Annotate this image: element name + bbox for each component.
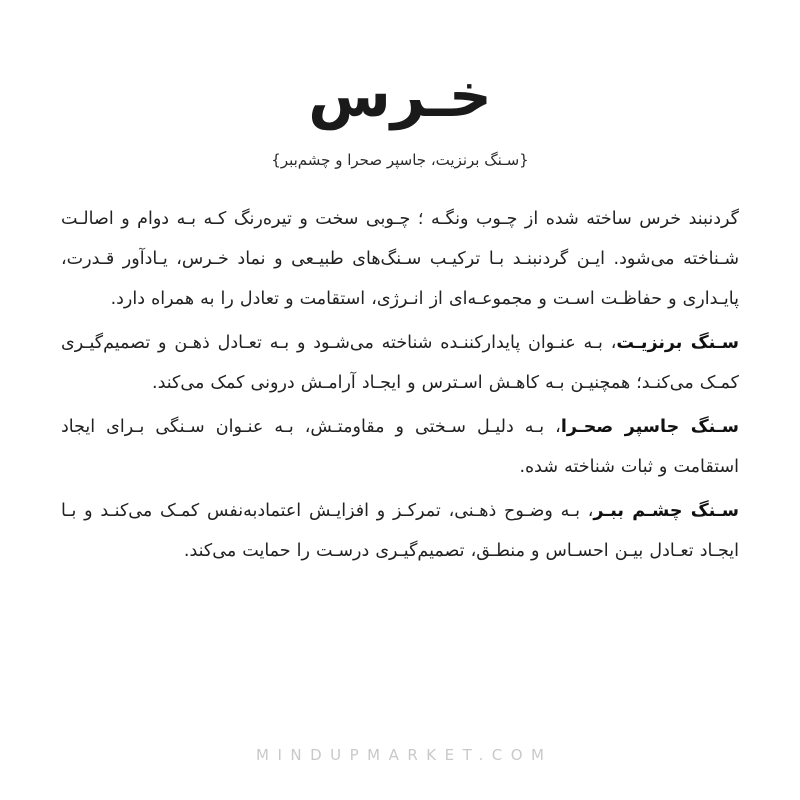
paragraph-tiger-eye-text: ، بـه وضـوح ذهـنی، تمرکـز و افزایـش اعتمادبه‌نفس کمـک می‌کنـد و بـا ایجـاد تعـادل بیـن احسـاس و منطـق، تصمیم‌گیـری درسـت را حمایت می‌کند. — [61, 501, 739, 561]
site-watermark: MINDUPMARKET.COM — [256, 746, 553, 764]
paragraph-tiger-eye-lead: سـنگ چشـم ببـر — [593, 501, 739, 521]
page-subtitle: {سـنگ برنزیت، جاسپر صحرا و چشم‌ببر} — [271, 151, 529, 169]
page-title: خـرس — [308, 61, 492, 131]
paragraph-tiger-eye — [61, 491, 739, 571]
paragraph-desert-jasper-lead: سـنگ جاسپر صحـرا — [560, 417, 739, 437]
paragraph-bronzite-text: ، بـه عنـوان پایدارکننـده شناخته می‌شـود و بـه تعـادل ذهـن و تصمیم‌گیـری کمـک می‌کنـد؛ همچنیـن بـه کاهـش اسـترس و ایجـاد آرامـش درونی کمک می‌کند. — [61, 333, 739, 393]
paragraph-bronzite — [61, 323, 739, 403]
description-body — [61, 169, 739, 571]
paragraph-desert-jasper — [61, 407, 739, 487]
paragraph-bronzite-lead: سـنگ برنزیـت — [616, 333, 739, 353]
title-block — [0, 0, 800, 169]
footer — [0, 745, 800, 764]
paragraph-intro-text: گردنبند خرس ساخته شده از چـوب ونگـه ؛ چـوبی سخت و تیره‌رنگ کـه بـه دوام و اصالـت شـناخته می‌شود. ایـن گردنبنـد بـا ترکیـب سـنگ‌های طبیـعی و نماد خـرس، یـادآور قـدرت، پایـداری و حفاظـت اسـت و مجموعـه‌ای از انـرژی، استقامت و تعادل را به همراه دارد. — [61, 209, 739, 309]
paragraph-intro — [61, 199, 739, 319]
paragraph-desert-jasper-text: ، بـه دلیـل سـختی و مقاومتـش، بـه عنـوان سـنگی بـرای ایجاد استقامت و ثبات شناخته شده. — [61, 417, 739, 477]
